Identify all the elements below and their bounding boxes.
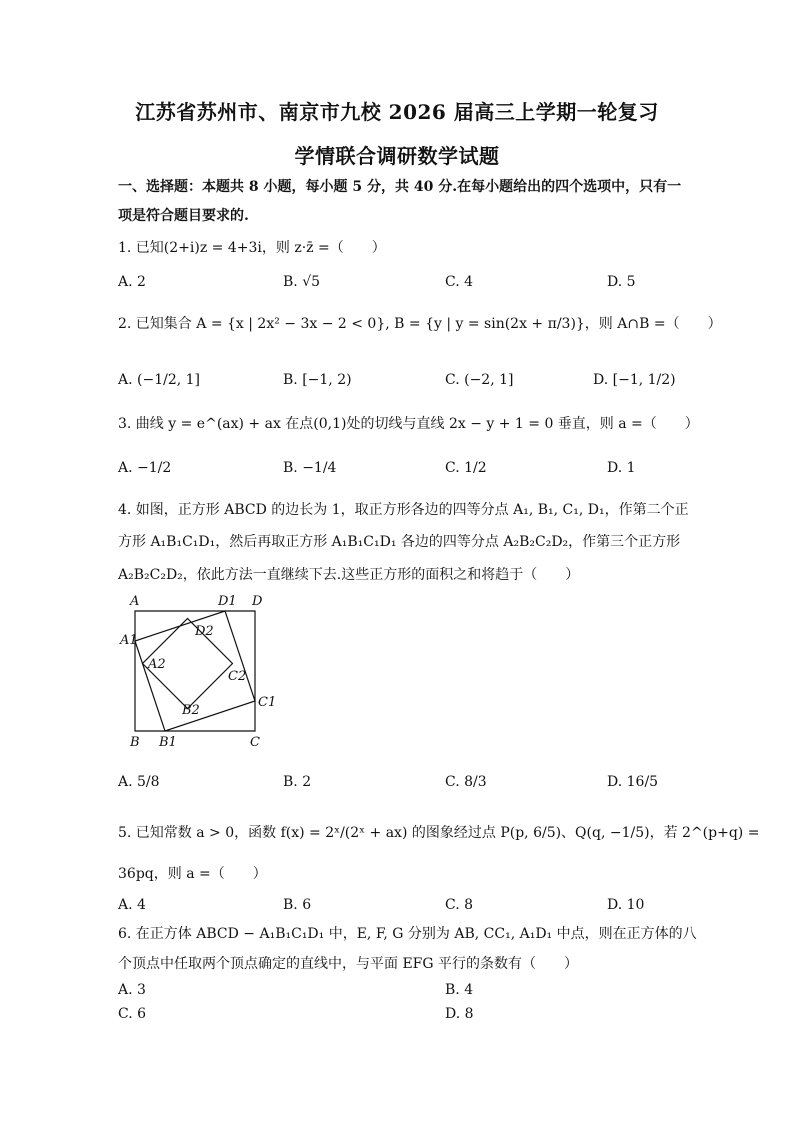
q4-option-d: D. 16/5	[607, 774, 659, 790]
exam-title-line2: 学情联合调研数学试题	[294, 144, 500, 168]
q1-option-d: D. 5	[607, 274, 636, 290]
label-B: B	[130, 735, 140, 750]
q2-option-c: C. (−2, 1]	[445, 372, 514, 388]
section-heading-line2: 项是符合题目要求的.	[118, 208, 249, 224]
nested-squares-figure	[118, 590, 278, 755]
exam-title-line1: 江苏省苏州市、南京市九校 2026 届高三上学期一轮复习	[135, 100, 659, 124]
q3-option-c: C. 1/2	[445, 460, 487, 476]
label-C: C	[250, 735, 260, 750]
label-A1: A1	[120, 633, 138, 648]
question-4-line2: 方形 A₁B₁C₁D₁，然后再取正方形 A₁B₁C₁D₁ 各边的四等分点 A₂B₂C₂D₂，作第三个正方形	[118, 534, 681, 550]
q3-option-d: D. 1	[607, 460, 636, 476]
label-D2: D2	[195, 624, 214, 639]
label-C2: C2	[228, 669, 247, 684]
question-4-line1: 4. 如图，正方形 ABCD 的边长为 1，取正方形各边的四等分点 A₁, B₁, C₁, D₁，作第二个正	[118, 502, 689, 518]
q1-option-b: B. √5	[283, 274, 321, 290]
label-C1: C1	[258, 695, 277, 710]
q4-option-b: B. 2	[283, 774, 312, 790]
question-5-line1: 5. 已知常数 a > 0，函数 f(x) = 2ˣ/(2ˣ + ax) 的图象经过点 P(p, 6/5)、Q(q, −1/5)，若 2^(p+q) =	[118, 825, 760, 841]
q1-option-c: C. 4	[445, 274, 474, 290]
q2-option-b: B. [−1, 2)	[283, 372, 352, 388]
q6-option-c: C. 6	[118, 1006, 147, 1022]
question-5-line2: 36pq，则 a =（ ）	[118, 866, 267, 882]
question-4-line3: A₂B₂C₂D₂，依此方法一直继续下去.这些正方形的面积之和将趋于（ ）	[118, 567, 580, 583]
q5-option-d: D. 10	[607, 897, 645, 913]
q6-option-b: B. 4	[445, 982, 474, 998]
label-D1: D1	[218, 594, 237, 609]
q5-option-a: A. 4	[118, 897, 146, 913]
q6-option-d: D. 8	[445, 1006, 474, 1022]
question-2-stem: 2. 已知集合 A = {x | 2x² − 3x − 2 < 0}, B = {y | y = sin(2x + π/3)}，则 A∩B =（ ）	[118, 316, 722, 332]
q4-option-a: A. 5/8	[118, 774, 160, 790]
q5-option-b: B. 6	[283, 897, 312, 913]
q3-option-b: B. −1/4	[283, 460, 337, 476]
label-B2: B2	[182, 703, 200, 718]
question-1-stem: 1. 已知(2+i)z = 4+3i，则 z·z̄ =（ ）	[118, 240, 386, 256]
label-B1: B1	[159, 735, 177, 750]
q6-option-a: A. 3	[118, 982, 146, 998]
q1-option-a: A. 2	[118, 274, 146, 290]
q4-option-c: C. 8/3	[445, 774, 487, 790]
q3-option-a: A. −1/2	[118, 460, 172, 476]
label-A2: A2	[148, 657, 166, 672]
q2-option-a: A. (−1/2, 1]	[118, 372, 201, 388]
section-heading-line1: 一、选择题：本题共 8 小题，每小题 5 分，共 40 分.在每小题给出的四个选项中，只有一	[118, 179, 682, 195]
q2-option-d: D. [−1, 1/2)	[593, 372, 676, 388]
question-6-line1: 6. 在正方体 ABCD − A₁B₁C₁D₁ 中，E, F, G 分别为 AB, CC₁, A₁D₁ 中点，则在正方体的八	[118, 926, 697, 942]
q5-option-c: C. 8	[445, 897, 474, 913]
label-D: D	[252, 594, 263, 609]
question-6-line2: 个顶点中任取两个顶点确定的直线中，与平面 EFG 平行的条数有（ ）	[118, 956, 579, 972]
label-A: A	[130, 594, 140, 609]
question-3-stem: 3. 曲线 y = e^(ax) + ax 在点(0,1)处的切线与直线 2x − y + 1 = 0 垂直，则 a =（ ）	[118, 416, 699, 432]
